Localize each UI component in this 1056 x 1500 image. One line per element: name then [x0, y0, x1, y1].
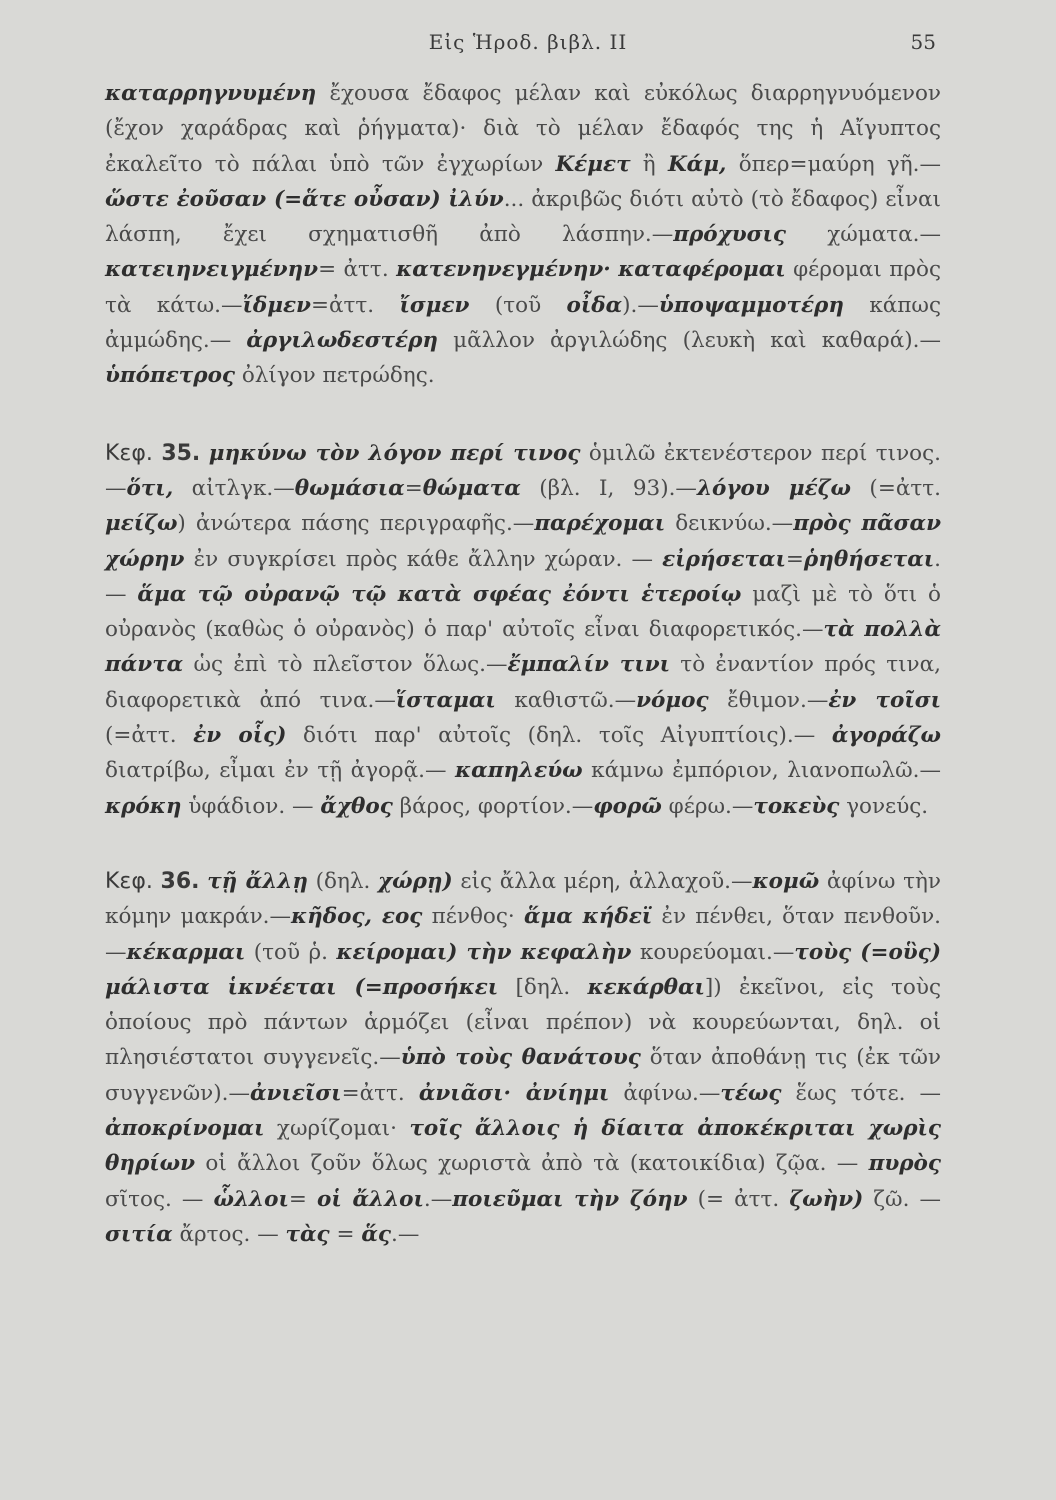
- commentary-paragraph-36: [105, 864, 941, 1252]
- lemma-term: τῇ ἄλλῃ: [207, 868, 308, 894]
- lemma-term: τέως: [720, 1080, 782, 1106]
- gloss-text: ἐν συγκρίσει πρὸς κάθε ἄλλην χώραν. —: [184, 546, 663, 572]
- lemma-term: ὑπὸ τοὺς θανάτους: [400, 1045, 641, 1071]
- lemma-term: κατειηνειγμένην: [105, 257, 319, 283]
- running-head: Εἰς Ἡροδ. βιβλ. ΙΙ: [428, 30, 628, 54]
- gloss-text: ἕως τότε. —: [781, 1080, 941, 1106]
- gloss-text: ὁμιλῶ ἐκτενέστερον περί τινος.—: [105, 440, 941, 501]
- gloss-text: (=ἀττ.: [850, 475, 941, 501]
- gloss-text: κουρεύομαι.—: [631, 939, 795, 965]
- lemma-term: Κάμ,: [667, 151, 727, 177]
- page-number: 55: [910, 30, 936, 54]
- lemma-term: ἀνιᾶσι· ἀνίημι: [418, 1080, 610, 1106]
- gloss-text: (τοῦ ῥ.: [245, 939, 337, 965]
- lemma-term: νόμος: [636, 687, 709, 713]
- lemma-term: ποιεῦμαι τὴν ζόην: [452, 1186, 688, 1212]
- lemma-term: πυρὸς: [868, 1151, 941, 1177]
- gloss-text: (= ἀττ.: [687, 1186, 790, 1212]
- gloss-text: = ἀττ.: [318, 257, 397, 283]
- gloss-text: σῖτος. —: [105, 1186, 214, 1212]
- lemma-term: ὑπόπετρος: [105, 363, 235, 389]
- gloss-text: φέρομαι πρὸς τὰ κάτω.—: [105, 257, 941, 318]
- gloss-text: βάρος, φορτίον.—: [392, 793, 594, 819]
- lemma-term: παρέχομαι: [534, 511, 666, 537]
- lemma-term: ἅμα κήδεϊ: [523, 904, 653, 930]
- lemma-term: ἴδμεν: [242, 292, 311, 318]
- gloss-text: μαζὶ μὲ τὸ ὅτι ὁ οὐρανὸς (καθὼς ὁ οὐρανὸς) ὁ παρ' αὐτοῖς εἶναι διαφορετικός.—: [105, 581, 942, 643]
- gloss-text: κάπως ἀμμώδης.—: [105, 292, 941, 354]
- gloss-text: (=ἀττ.: [105, 723, 194, 749]
- chapter-label: Κεφ.: [105, 440, 153, 466]
- gloss-text: καθιστῶ.—: [495, 687, 637, 713]
- lemma-term: ἴσμεν: [399, 292, 470, 318]
- lemma-term: κῆδος, εος: [291, 904, 423, 930]
- gloss-text: ὡς ἐπὶ τὸ πλεῖστον ὅλως.—: [183, 652, 508, 678]
- lemma-term: ἀποκρίνομαι: [105, 1116, 265, 1142]
- gloss-text: χώματα.—: [786, 222, 941, 248]
- lemma-term: οἱ ἄλλοι: [316, 1186, 424, 1212]
- gloss-text: ἀφίνω τὴν κόμην μακράν.—: [105, 868, 941, 930]
- gloss-text: ἔχουσα ἔδαφος μέλαν καὶ εὐκόλως διαρρηγνυόμενον (ἔχον χαράδρας καὶ ῥήγματα)· διὰ τὸ μέλαν ἔδαφός της ἡ Αἴγυπτος ἐκαλεῖτο τὸ πάλαι ὑπὸ τῶν ἐγχωρίων: [105, 81, 941, 177]
- lemma-term: ἐν οἷς): [193, 723, 287, 749]
- lemma-term: καπηλεύω: [455, 758, 583, 784]
- lemma-term: ὑποψαμμοτέρη: [658, 292, 844, 318]
- gloss-text: γονεύς.: [839, 793, 929, 819]
- gloss-text: .—: [390, 1221, 420, 1247]
- gloss-text: .—: [105, 546, 941, 607]
- gloss-text: =: [329, 1221, 362, 1247]
- lemma-term: τὰ πολλὰ πάντα: [105, 617, 941, 678]
- gloss-text: ὅταν ἀποθάνῃ τις (ἐκ τῶν συγγενῶν).—: [105, 1045, 941, 1106]
- gloss-text: ἔθιμον.—: [708, 687, 829, 713]
- gloss-text: τὸ ἐναντίον πρός τινα, διαφορετικὰ ἀπό τινα.—: [105, 652, 941, 713]
- lemma-term: ἔμπαλίν τινι: [507, 652, 671, 678]
- chapter-label: Κεφ.: [105, 868, 153, 894]
- gloss-text: =: [288, 1186, 317, 1212]
- gloss-text: μᾶλλον ἀργιλώδης (λευκὴ καὶ καθαρά).—: [438, 328, 942, 354]
- lemma-term: θώματα: [422, 475, 521, 501]
- lemma-term: τὰς: [285, 1221, 330, 1247]
- gloss-text: οἱ ἄλλοι ζοῦν ὅλως χωριστὰ ἀπὸ τὰ (κατοικίδια) ζῷα. —: [195, 1151, 869, 1177]
- lemma-term: τοκεὺς: [753, 793, 840, 819]
- chapter-number: 35.: [161, 440, 201, 466]
- lemma-term: κρόκη: [105, 793, 182, 819]
- lemma-term: ἐν τοῖσι: [828, 687, 941, 713]
- gloss-text: .—: [423, 1186, 453, 1212]
- gloss-text: δεικνύω.—: [665, 511, 794, 537]
- lemma-term: ἀνιεῖσι: [249, 1080, 342, 1106]
- lemma-term: ῥηθήσεται: [803, 546, 935, 572]
- gloss-text: =: [785, 546, 804, 572]
- gloss-text: διατρίβω, εἶμαι ἐν τῇ ἀγορᾷ.—: [105, 758, 456, 784]
- commentary-body: [105, 76, 941, 1252]
- gloss-text: αἰτλγκ.—: [173, 475, 295, 501]
- lemma-term: κομῶ: [752, 868, 820, 894]
- gloss-text: εἰς ἄλλα μέρη, ἀλλαχοῦ.—: [452, 868, 753, 894]
- lemma-term: Κέμετ: [555, 151, 631, 177]
- gloss-text: ).—: [622, 292, 659, 318]
- gloss-text: (τοῦ: [469, 292, 567, 318]
- lemma-term: ἅς: [361, 1221, 391, 1247]
- lemma-term: μηκύνω τὸν λόγον περί τινος: [208, 440, 581, 466]
- lemma-term: ἄχθος: [320, 793, 393, 819]
- lemma-term: καταρρηγνυμένη: [105, 81, 317, 106]
- lemma-term: ὥστε ἐοῦσαν (=ἅτε οὖσαν) ἰλύν: [105, 186, 504, 212]
- gloss-text: ἀφίνω.—: [609, 1080, 721, 1106]
- lemma-term: ἀργιλωδεστέρη: [246, 328, 439, 354]
- gloss-text: ... ἀκριβῶς διότι αὐτὸ (τὸ ἔδαφος) εἶναι λάσπη, ἔχει σχηματισθῆ ἀπὸ λάσπην.—: [105, 186, 941, 248]
- lemma-term: ἅμα τῷ οὐρανῷ τῷ κατὰ σφέας ἐόντι ἑτεροίῳ: [137, 581, 742, 607]
- gloss-text: ὅπερ=μαύρη γῆ.—: [726, 151, 941, 177]
- chapter-number: 36.: [160, 868, 200, 894]
- lemma-term: φορῶ: [593, 793, 662, 819]
- lemma-term: κείρομαι) τὴν κεφαλὴν: [336, 939, 632, 965]
- gloss-text: ἐν πένθει, ὅταν πενθοῦν.—: [105, 904, 941, 965]
- gloss-text: ) ἀνώτερα πάσης περιγραφῆς.—: [177, 511, 535, 537]
- lemma-term: πρόχυσις: [673, 222, 787, 248]
- gloss-text: πένθος·: [422, 904, 524, 930]
- gloss-text: διότι παρ' αὐτοῖς (δηλ. τοῖς Αἰγυπτίοις).—: [286, 723, 832, 749]
- gloss-text: ὑφάδιον. —: [181, 793, 321, 819]
- lemma-term: οἶδα: [566, 292, 623, 318]
- gloss-text: (δηλ.: [307, 868, 378, 894]
- commentary-paragraph-34: [105, 76, 941, 394]
- lemma-term: τοὺς (=οὓς) μάλιστα ἱκνέεται (=προσήκει: [105, 939, 941, 1000]
- lemma-term: εἰρήσεται: [662, 546, 786, 572]
- gloss-text: ὀλίγον πετρώδης.: [235, 363, 435, 389]
- gloss-text: χωρίζομαι·: [264, 1116, 410, 1142]
- lemma-term: ὧλλοι: [213, 1186, 289, 1212]
- gloss-text: κάμνω ἐμπόριον, λιανοπωλῶ.—: [582, 758, 941, 784]
- gloss-text: ]) ἐκεῖνοι, εἰς τοὺς ὁποίους πρὸ πάντων ἁρμόζει (εἶναι πρέπον) νὰ κουρεύωνται, δηλ. οἱ πλησιέστατοι συγγενεῖς.—: [105, 974, 941, 1071]
- lemma-term: μείζω: [105, 511, 178, 537]
- lemma-term: κεκάρθαι: [587, 974, 705, 1000]
- gloss-text: φέρω.—: [661, 793, 754, 819]
- gloss-text: =ἀττ.: [341, 1080, 419, 1106]
- lemma-term: ἀγοράζω: [831, 723, 942, 749]
- lemma-term: τοῖς ἄλλοις ἡ δίαιτα ἀποκέκριται χωρὶς θηρίων: [105, 1116, 941, 1177]
- lemma-term: ζωὴν): [789, 1186, 864, 1212]
- gloss-text: (βλ. Ι, 93).—: [520, 475, 697, 501]
- lemma-term: κατενηνεγμένην·: [396, 257, 611, 283]
- commentary-paragraph-35: [105, 436, 941, 824]
- lemma-term: καταφέρομαι: [618, 257, 786, 283]
- gloss-text: =: [404, 475, 423, 501]
- gloss-text: ἢ: [630, 151, 668, 177]
- lemma-term: ὅτι,: [126, 475, 174, 501]
- lemma-term: σιτία: [105, 1221, 173, 1247]
- gloss-text: =ἀττ.: [310, 292, 400, 318]
- gloss-text: [δηλ.: [498, 974, 588, 1000]
- lemma-term: θωμάσια: [294, 475, 405, 501]
- lemma-term: ἵσταμαι: [395, 687, 496, 713]
- gloss-text: ζῶ. —: [863, 1186, 942, 1212]
- lemma-term: χώρῃ): [378, 868, 453, 894]
- gloss-text: ἄρτος. —: [172, 1221, 286, 1247]
- lemma-term: λόγου μέζω: [696, 475, 851, 501]
- lemma-term: κέκαρμαι: [126, 939, 246, 965]
- lemma-term: πρὸς πᾶσαν χώρην: [105, 511, 941, 572]
